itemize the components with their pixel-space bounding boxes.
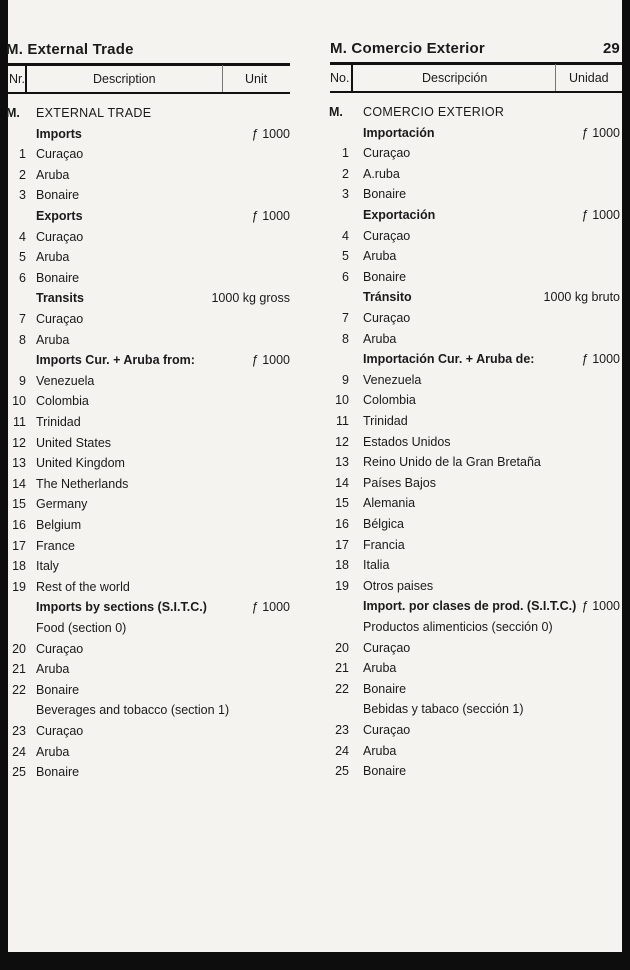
row-description: United Kingdom xyxy=(36,456,125,471)
row-description: Trinidad xyxy=(36,415,81,429)
row-description: Transits xyxy=(36,291,84,306)
left-title: M. External Trade xyxy=(6,41,134,58)
row-number: 7 xyxy=(19,312,26,326)
row-number: 2 xyxy=(342,166,349,181)
row-unit: ƒ 1000 xyxy=(251,209,290,223)
right-unit-divider xyxy=(555,64,556,91)
row-number: 13 xyxy=(335,455,349,470)
table-row xyxy=(8,205,622,225)
row-unit: 1000 kg bruto xyxy=(543,290,620,305)
row-number: 24 xyxy=(12,744,26,759)
row-number: 8 xyxy=(19,332,26,347)
table-row xyxy=(8,102,622,122)
row-description: The Netherlands xyxy=(36,476,129,491)
row-description: Curaçao xyxy=(363,311,411,325)
row-description: Venezuela xyxy=(363,372,422,387)
right-top-rule xyxy=(330,62,622,65)
table-row xyxy=(8,514,622,534)
row-description: Aruba xyxy=(36,167,70,182)
row-description: COMERCIO EXTERIOR xyxy=(363,105,505,119)
left-header-rule xyxy=(8,92,290,94)
left-nr-divider xyxy=(25,65,27,93)
row-description: Curaçao xyxy=(363,228,411,243)
row-number: 11 xyxy=(13,415,26,429)
row-number: 21 xyxy=(335,661,349,676)
row-number: M. xyxy=(329,105,343,119)
row-number: 21 xyxy=(12,662,26,677)
row-description: Bonaire xyxy=(363,269,407,284)
page-number: 29 xyxy=(603,40,620,57)
row-description: Aruba xyxy=(363,249,397,264)
table-row xyxy=(8,596,622,616)
table-row xyxy=(8,638,622,658)
row-number: 16 xyxy=(335,517,349,531)
row-number: 17 xyxy=(335,537,349,552)
table-row xyxy=(8,390,622,410)
table-row xyxy=(8,123,622,143)
table-row xyxy=(8,226,622,246)
table-row xyxy=(8,246,622,266)
left-top-rule xyxy=(8,63,290,66)
row-description: Otros paises xyxy=(363,578,434,593)
row-description: Curaçao xyxy=(363,723,411,737)
row-description: Bonaire xyxy=(36,188,80,203)
row-description: Import. por clases de prod. (S.I.T.C.) xyxy=(363,599,577,614)
row-number: 15 xyxy=(335,496,349,511)
row-number: 5 xyxy=(342,249,349,264)
table-row xyxy=(8,143,622,163)
table-row xyxy=(8,679,622,699)
left-header-nr: Nr. xyxy=(9,72,25,86)
row-description: Imports by sections (S.I.T.C.) xyxy=(36,600,207,615)
row-number: 9 xyxy=(19,373,26,388)
row-unit: ƒ 1000 xyxy=(581,208,620,222)
row-number: 14 xyxy=(335,475,349,490)
row-number: 15 xyxy=(12,497,26,512)
row-description: Bonaire xyxy=(36,765,80,780)
row-description: Países Bajos xyxy=(363,475,436,490)
table-row xyxy=(8,452,622,472)
row-description: Italia xyxy=(363,558,390,573)
row-description: Curaçao xyxy=(36,312,84,326)
row-unit: ƒ 1000 xyxy=(251,126,290,141)
row-unit: 1000 kg gross xyxy=(211,291,290,306)
table-row xyxy=(8,493,622,513)
table-row xyxy=(8,370,622,390)
row-description: Bonaire xyxy=(363,681,407,696)
row-number: 22 xyxy=(335,681,349,696)
row-description: Aruba xyxy=(36,332,70,347)
row-description: Italy xyxy=(36,559,59,574)
row-description: Imports xyxy=(36,126,82,141)
row-number: 24 xyxy=(335,743,349,758)
row-number: 6 xyxy=(342,269,349,284)
row-number: 18 xyxy=(12,559,26,574)
row-description: Estados Unidos xyxy=(363,434,451,449)
row-number: 12 xyxy=(12,435,26,450)
row-number: 19 xyxy=(335,578,349,593)
row-description: United States xyxy=(36,435,112,450)
right-title: M. Comercio Exterior xyxy=(330,40,485,57)
row-number: 23 xyxy=(12,724,26,738)
right-header-rule xyxy=(330,91,622,93)
table-row xyxy=(8,267,622,287)
row-number: 10 xyxy=(335,393,349,408)
row-number: 13 xyxy=(12,456,26,471)
row-number: M. xyxy=(6,106,20,120)
row-number: 17 xyxy=(12,538,26,553)
row-number: 25 xyxy=(12,765,26,780)
row-description: Bonaire xyxy=(36,682,80,697)
table-row xyxy=(8,699,622,719)
row-description: Curaçao xyxy=(36,147,84,162)
right-nr-divider xyxy=(351,64,353,92)
row-number: 10 xyxy=(12,394,26,409)
row-description: Curaçao xyxy=(363,146,411,161)
table-row xyxy=(8,576,622,596)
table-row xyxy=(8,741,622,761)
table-row xyxy=(8,617,622,637)
right-header-description: Descripción xyxy=(422,71,488,85)
row-number: 3 xyxy=(342,187,349,202)
row-number: 18 xyxy=(335,558,349,573)
row-description: EXTERNAL TRADE xyxy=(36,106,152,120)
row-description: Importación Cur. + Aruba de: xyxy=(363,352,535,367)
row-number: 2 xyxy=(19,167,26,182)
row-description: Aruba xyxy=(36,250,70,265)
row-description: A.ruba xyxy=(363,166,400,181)
row-description: Venezuela xyxy=(36,373,95,388)
row-description: Alemania xyxy=(363,496,416,511)
left-unit-divider xyxy=(222,65,223,92)
table-row xyxy=(8,555,622,575)
table-row xyxy=(8,164,622,184)
table-row xyxy=(8,432,622,452)
row-description: Germany xyxy=(36,497,88,512)
table-row xyxy=(8,411,622,431)
row-description: Aruba xyxy=(363,331,397,346)
row-description: Colombia xyxy=(363,393,416,408)
row-number: 16 xyxy=(12,518,26,532)
row-number: 9 xyxy=(342,372,349,387)
row-description: Imports Cur. + Aruba from: xyxy=(36,353,195,368)
row-description: Colombia xyxy=(36,394,89,409)
row-description: Exportación xyxy=(363,208,436,222)
row-description: Bonaire xyxy=(363,764,407,779)
row-number: 19 xyxy=(12,579,26,594)
row-description: Importación xyxy=(363,125,435,140)
row-number: 6 xyxy=(19,270,26,285)
row-description: Trinidad xyxy=(363,414,408,428)
row-description: Productos alimenticios (sección 0) xyxy=(363,620,553,634)
table-row xyxy=(8,349,622,369)
row-description: Curaçao xyxy=(36,641,84,656)
row-number: 3 xyxy=(19,188,26,203)
row-description: Rest of the world xyxy=(36,579,130,594)
row-description: Bélgica xyxy=(363,517,404,531)
row-unit: ƒ 1000 xyxy=(581,599,620,614)
row-number: 14 xyxy=(12,476,26,491)
row-unit: ƒ 1000 xyxy=(251,600,290,615)
row-number: 23 xyxy=(335,723,349,737)
table-row xyxy=(8,720,622,740)
row-unit: ƒ 1000 xyxy=(581,352,620,367)
table-row xyxy=(8,658,622,678)
row-description: Aruba xyxy=(363,661,397,676)
right-header-unit: Unidad xyxy=(569,71,609,85)
table-row xyxy=(8,308,622,328)
row-unit: ƒ 1000 xyxy=(251,353,290,368)
row-number: 20 xyxy=(335,640,349,655)
row-description: Bonaire xyxy=(363,187,407,202)
table-row xyxy=(8,287,622,307)
document-page xyxy=(8,0,622,952)
table-row xyxy=(8,473,622,493)
row-number: 5 xyxy=(19,250,26,265)
row-number: 12 xyxy=(335,434,349,449)
row-description: Aruba xyxy=(363,743,397,758)
row-description: France xyxy=(36,538,75,553)
row-number: 11 xyxy=(336,414,349,428)
row-number: 7 xyxy=(342,311,349,325)
table-row xyxy=(8,184,622,204)
row-description: Curaçao xyxy=(363,640,411,655)
row-number: 1 xyxy=(342,146,349,161)
row-description: Beverages and tobacco (section 1) xyxy=(36,703,230,718)
row-description: Exports xyxy=(36,209,83,223)
row-description: Belgium xyxy=(36,518,82,532)
row-number: 22 xyxy=(12,682,26,697)
row-description: Food (section 0) xyxy=(36,621,127,635)
row-description: Curaçao xyxy=(36,229,84,244)
table-row xyxy=(8,329,622,349)
row-description: Bebidas y tabaco (sección 1) xyxy=(363,702,524,717)
row-description: Francia xyxy=(363,537,405,552)
row-description: Bonaire xyxy=(36,270,80,285)
row-description: Reino Unido de la Gran Bretaña xyxy=(363,455,541,470)
row-description: Aruba xyxy=(36,662,70,677)
row-number: 1 xyxy=(19,147,26,162)
row-number: 25 xyxy=(335,764,349,779)
row-description: Curaçao xyxy=(36,724,84,738)
right-header-nr: No. xyxy=(330,71,350,85)
left-header-unit: Unit xyxy=(245,72,268,86)
row-number: 20 xyxy=(12,641,26,656)
row-description: Tránsito xyxy=(363,290,412,305)
row-unit: ƒ 1000 xyxy=(581,125,620,140)
row-description: Aruba xyxy=(36,744,70,759)
row-number: 4 xyxy=(19,229,26,244)
row-number: 8 xyxy=(342,331,349,346)
table-row xyxy=(8,535,622,555)
table-row xyxy=(8,761,622,781)
row-number: 4 xyxy=(342,228,349,243)
left-header-description: Description xyxy=(93,72,156,86)
